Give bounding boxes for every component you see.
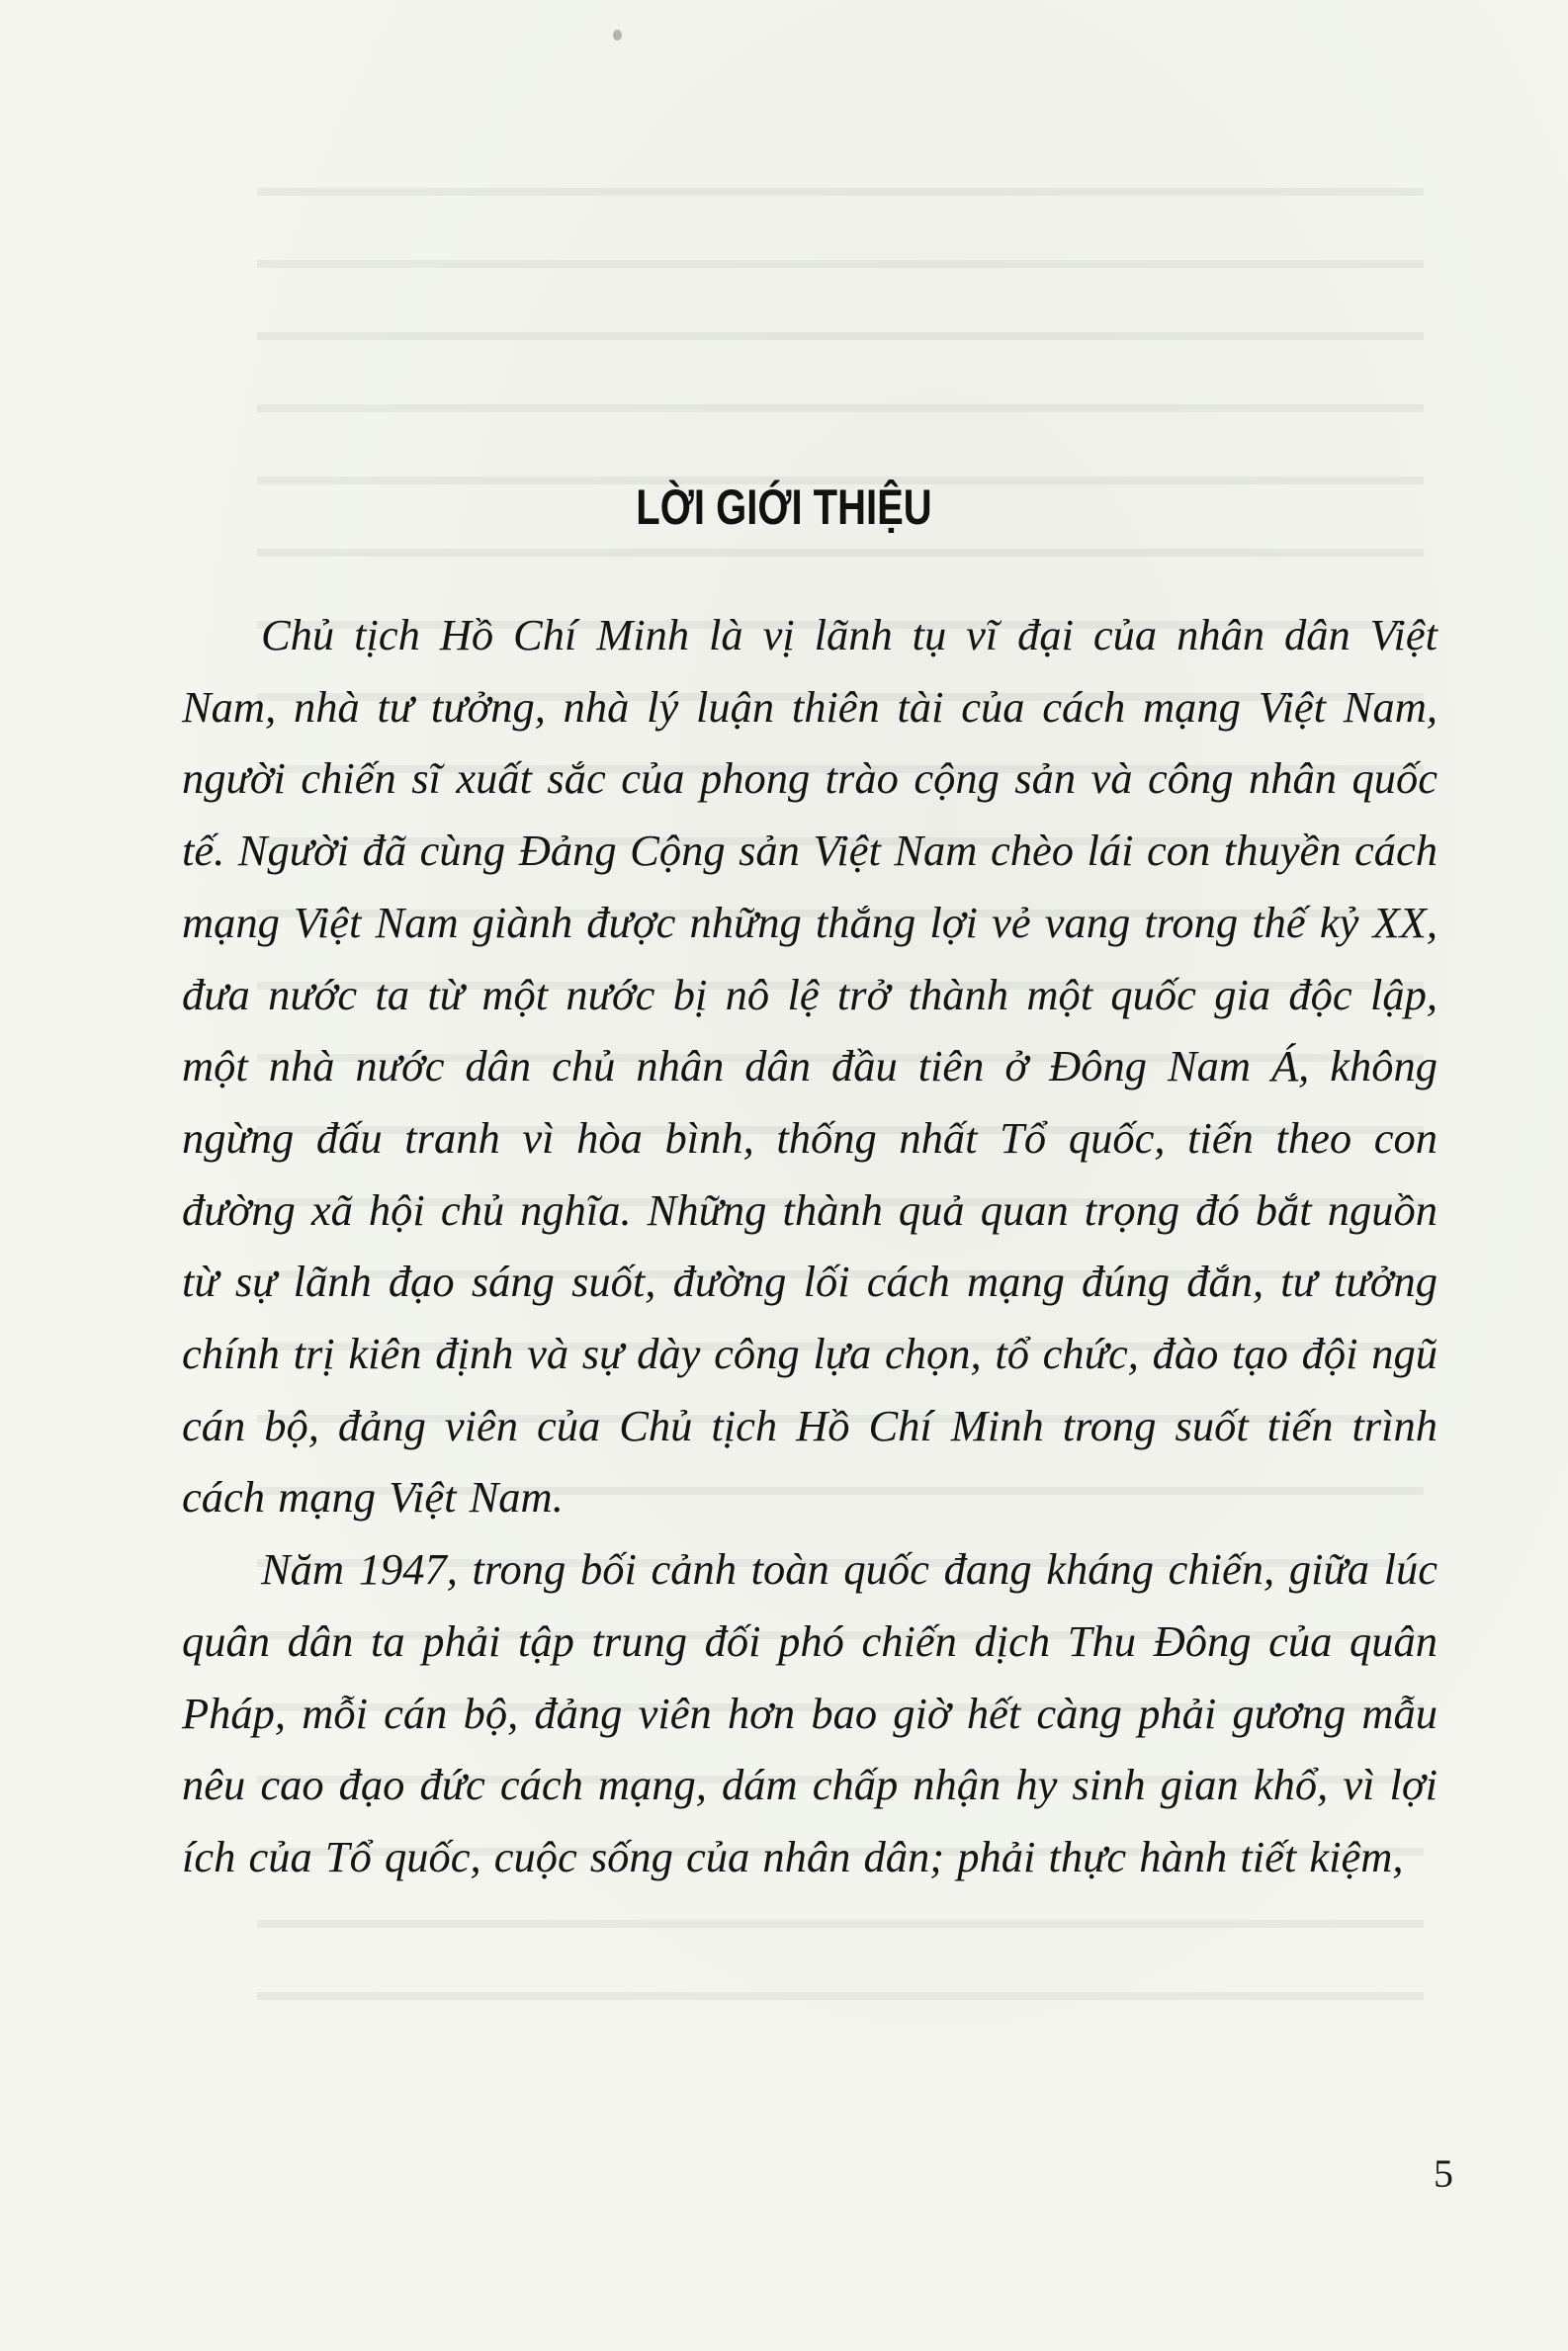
page-title: LỜI GIỚI THIỆU: [636, 479, 932, 535]
paragraph-2: Năm 1947, trong bối cảnh toàn quốc đang kháng chiến, giữa lúc quân dân ta phải tập trung đối phó chiến dịch Thu Đông của quân Pháp, mỗi cán bộ, đảng viên hơn bao giờ hết càng phải gương mẫu nêu cao đạo đức cách mạng, dám chấp nhận hy sinh gian khổ, vì lợi ích của Tổ quốc, cuộc sống của nhân dân; phải thực hành tiết kiệm,: [182, 1544, 1437, 1881]
body-text: [182, 599, 1437, 1893]
paragraph-1: Chủ tịch Hồ Chí Minh là vị lãnh tụ vĩ đại của nhân dân Việt Nam, nhà tư tưởng, nhà lý luận thiên tài của cách mạng Việt Nam, người chiến sĩ xuất sắc của phong trào cộng sản và công nhân quốc tế. Người đã cùng Đảng Cộng sản Việt Nam chèo lái con thuyền cách mạng Việt Nam giành được những thắng lợi vẻ vang trong thế kỷ XX, đưa nước ta từ một nước bị nô lệ trở thành một quốc gia độc lập, một nhà nước dân chủ nhân dân đầu tiên ở Đông Nam Á, không ngừng đấu tranh vì hòa bình, thống nhất Tổ quốc, tiến theo con đường xã hội chủ nghĩa. Những thành quả quan trọng đó bắt nguồn từ sự lãnh đạo sáng suốt, đường lối cách mạng đúng đắn, tư tưởng chính trị kiên định và sự dày công lựa chọn, tổ chức, đào tạo đội ngũ cán bộ, đảng viên của Chủ tịch Hồ Chí Minh trong suốt tiến trình cách mạng Việt Nam.: [182, 610, 1437, 1523]
page-number: 5: [1434, 2151, 1453, 2196]
print-speck: [613, 30, 622, 41]
